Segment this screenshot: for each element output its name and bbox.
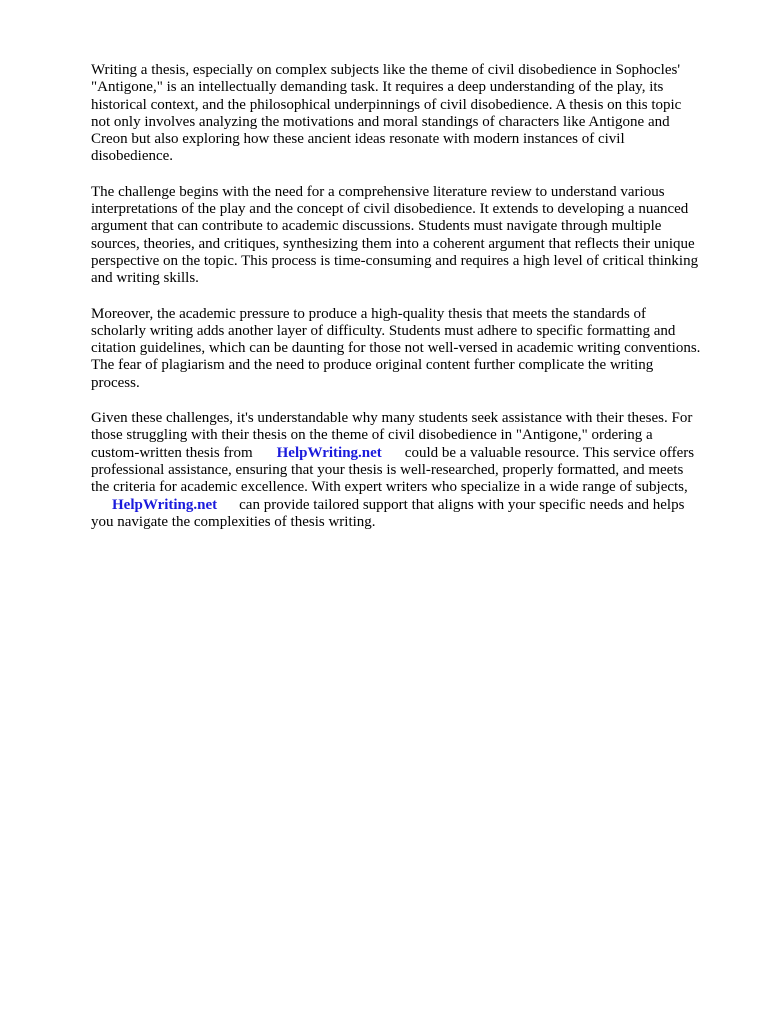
assistance-text-part3: can provide tailored support that aligns with your specific needs and helps you navigate the complexities of thesis writing. (91, 496, 685, 530)
document-page (91, 62, 731, 549)
helpwriting-link-2[interactable]: HelpWriting.net (112, 496, 218, 513)
assistance-text-part1: Given these challenges, it's understandable why many students seek assistance with their theses. For those struggling with their thesis on the theme of civil disobedience in "Antigone," ordering a custom-written thesis from (91, 410, 693, 461)
paragraph-pressure: Moreover, the academic pressure to produce a high-quality thesis that meets the standards of scholarly writing adds another layer of difficulty. Students must adhere to specific formatting and citation guidelines, which can be daunting for those not well-versed in academic writing conventions. The fear of plagiarism and the need to produce original content further complicate the writing process. (91, 305, 701, 391)
paragraph-assistance (91, 410, 731, 531)
paragraph-intro: Writing a thesis, especially on complex subjects like the theme of civil disobedience in Sophocles' "Antigone," is an intellectually demanding task. It requires a deep understanding of the play, its historical context, and the philosophical underpinnings of civil disobedience. A thesis on this topic not only involves analyzing the motivations and moral standings of characters like Antigone and Creon but also exploring how these ancient ideas resonate with modern instances of civil disobedience. (91, 62, 682, 165)
assistance-text-part2: could be a valuable resource. This service offers professional assistance, ensuring that your thesis is well-researched, properly formatted, and meets the criteria for academic excellence. With expert writers who specialize in a wide range of subjects, (91, 444, 695, 496)
helpwriting-link-1[interactable]: HelpWriting.net (276, 444, 382, 461)
paragraph-challenge: The challenge begins with the need for a comprehensive literature review to understand various interpretations of the play and the concept of civil disobedience. It extends to developing a nuanced argument that can contribute to academic discussions. Students must navigate through multiple sources, theories, and critiques, synthesizing them into a coherent argument that reflects their unique perspective on the topic. This process is time-consuming and requires a high level of critical thinking and writing skills. (91, 183, 699, 287)
